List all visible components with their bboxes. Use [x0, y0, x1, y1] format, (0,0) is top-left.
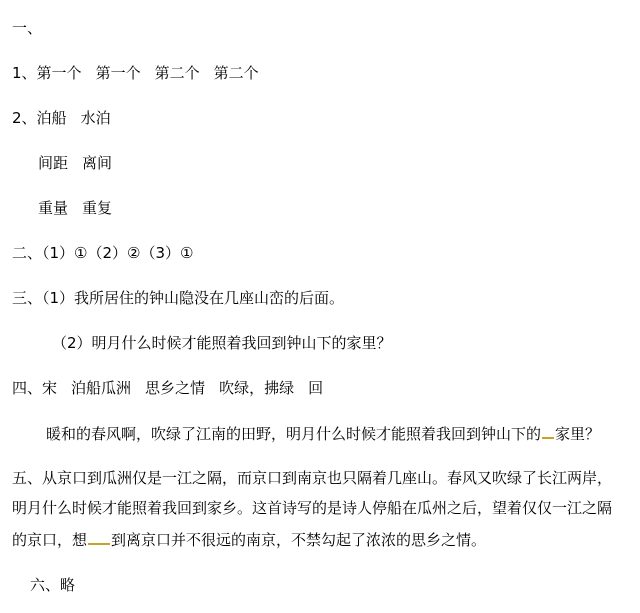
- fill-blank-underline: [88, 543, 110, 545]
- question-1-answer: 1、第一个 第一个 第二个 第二个: [12, 64, 259, 82]
- section-five-line-3: 的京口，想 到离京口并不很远的南京，不禁勾起了浓浓的思乡之情。: [12, 531, 487, 549]
- section-five-line-1: 五、从京口到瓜洲仅是一江之隔，而京口到南京也只隔着几座山。春风又吹绿了长江两岸，: [12, 469, 613, 487]
- fill-blank-underline: [542, 437, 554, 439]
- section-four-answer: 四、宋 泊船瓜洲 思乡之情 吹绿，拂绿 回: [12, 379, 324, 397]
- question-2-row-1: 2、泊船 水泊: [12, 109, 111, 127]
- section-three-line-2: （2）明月什么时候才能照着我回到钟山下的家里？: [52, 334, 392, 352]
- section-six-answer: 六、略: [30, 576, 76, 594]
- section-three-line-1: 三、（1）我所居住的钟山隐没在几座山峦的后面。: [12, 289, 345, 307]
- section-four-paragraph: 暖和的春风啊，吹绿了江南的田野，明月什么时候才能照着我回到钟山下的 家里？: [46, 425, 601, 443]
- section-two-answer: 二、（1）①（2）②（3）①: [12, 244, 194, 262]
- question-2-row-3: 重量 重复: [38, 199, 113, 217]
- section-five-line-2: 明月什么时候才能照着我回到家乡。这首诗写的是诗人停船在瓜州之后，望着仅仅一江之隔: [12, 499, 613, 517]
- section-one-heading: 一、: [12, 19, 43, 37]
- question-2-row-2: 间距 离间: [38, 154, 113, 172]
